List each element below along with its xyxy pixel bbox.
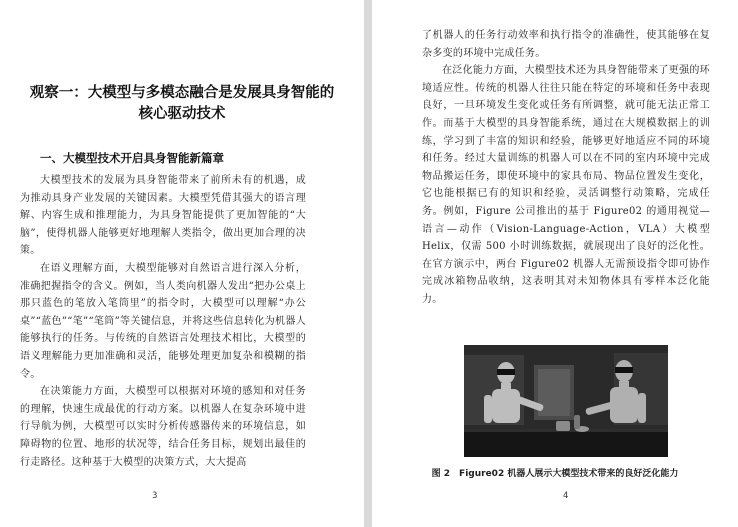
chapter-title-line-1: 观察一：大模型与多模态融合是发展具身智能的: [29, 85, 335, 101]
figure-caption: 图 2 Figure02 机器人展示大模型技术带来的良好泛化能力: [431, 469, 679, 479]
robots-illustration: [464, 345, 668, 457]
page-number: 4: [563, 491, 569, 501]
page-right: [372, 0, 738, 527]
left-body-text: [20, 172, 306, 471]
paragraph: 大模型技术的发展为具身智能带来了前所未有的机遇，成为推动具身产业发展的关键因素。大模型凭借其强大的语言理解、内容生成和推理能力，为具身智能提供了更加智能的“大脑”，使得机器人能够更好地理解人类指令，做出更加合理的决策。: [20, 175, 306, 257]
right-body-text: [422, 27, 710, 309]
paragraph: 了机器人的任务行动效率和执行指令的准确性，使其能够在复杂多变的环境中完成任务。: [422, 30, 710, 59]
page-number: 3: [152, 491, 158, 501]
chapter-title-line-2: 核心驱动技术: [138, 106, 226, 122]
paragraph: 在决策能力方面，大模型可以根据对环境的感知和对任务的理解，快速生成最优的行动方案。以机器人在复杂环境中进行导航为例，大模型可以实时分析传感器传来的环境信息，如障碍物的位置、地形的状况等，结合任务目标，规划出最佳的行走路径。这种基于大模型的决策方式，大大提高: [20, 386, 306, 468]
chapter-title: [0, 83, 364, 125]
paragraph: 在语义理解方面，大模型能够对自然语言进行深入分析，准确把握指令的含义。例如，当人类向机器人发出“把办公桌上那只蓝色的笔放入笔筒里”的指令时，大模型可以理解“办公桌”“蓝色”“笔”“笔筒”等关键信息，并将这些信息转化为机器人能够执行的任务。与传统的自然语言处理技术相比，大模型的语义理解能力更加准确和灵活，能够处理更加复杂和模糊的指令。: [20, 262, 306, 380]
section-heading: 一、大模型技术开启具身智能新篇章: [40, 151, 224, 165]
paragraph: 在泛化能力方面，大模型技术还为具身智能带来了更强的环境适应性。传统的机器人往往只能在特定的环境和任务中表现良好，一旦环境发生变化或任务有所调整，就可能无法正常工作。而基于大模型的具身智能系统，通过在大规模数据上的训练，学习到了丰富的知识和经验，能够更好地适应不同的环境和任务。经过大量训练的机器人可以在不同的室内环境中完成物品搬运任务，即使环境中的家具布局、物品位置发生变化，它也能根据已有的知识和经验，灵活调整行动策略，完成任务。例如，Figure 公司推出的基于 Figure02 的通用视觉—语言—动作（Vision-Language-Action，VLA）大模型 Helix，仅需 500 小时训练数据，就展现出了良好的泛化性。在官方演示中，两台 Figure02 机器人无需预设指令即可协作完成冰箱物品收纳，这表明其对未知物体具有零样本泛化能力。: [422, 65, 710, 305]
figure-robots-image: [464, 345, 668, 457]
page-left: [0, 0, 364, 527]
